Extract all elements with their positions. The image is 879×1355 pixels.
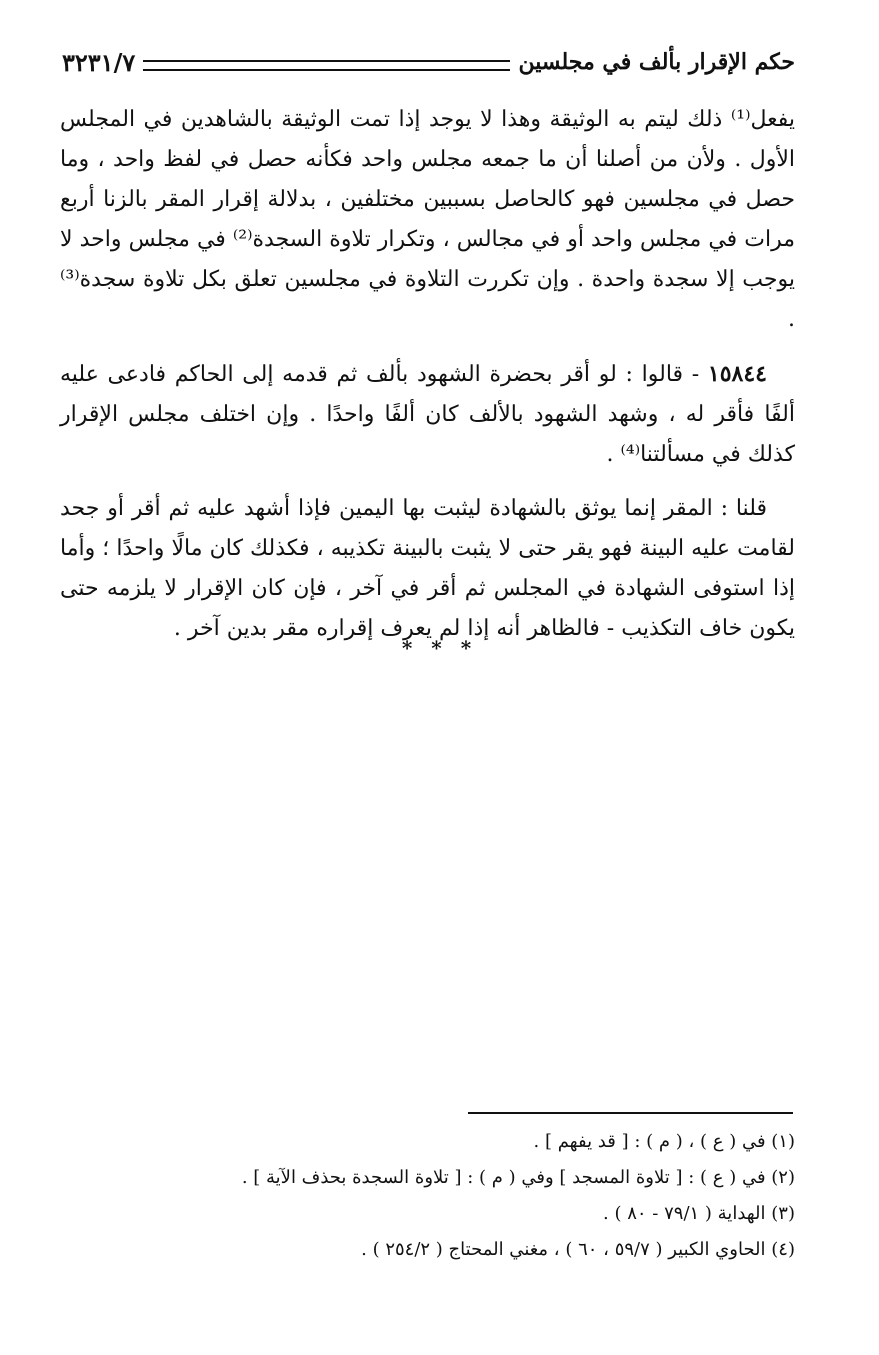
header-title: حكم الإقرار بألف في مجلسين (518, 49, 795, 75)
paragraph-2-text: - قالوا : لو أقر بحضرة الشهود بألف ثم قدمه إلى الحاكم فادعى عليه ألفًا فأقر له ، وشهد الشهود بالألف كان ألفًا واحدًا . وإن اختلف مجلس الإقرار كذلك في مسألتنا⁽⁴⁾ . (60, 362, 795, 467)
paragraph-2 (60, 354, 795, 475)
issue-number: ١٥٨٤٤ (707, 361, 767, 387)
footnote-3: (٣) الهداية ( ٧٩/١ - ٨٠ ) . (603, 1203, 795, 1224)
section-separator: * * * (401, 636, 478, 660)
header-double-rule (143, 60, 510, 71)
running-header (62, 42, 795, 82)
footnote-rule (468, 1112, 793, 1114)
footnotes (84, 1124, 795, 1268)
footnote-4: (٤) الحاوي الكبير ( ٥٩/٧ ، ٦٠ ) ، مغني المحتاج ( ٢٥٤/٢ ) . (361, 1239, 795, 1260)
page-number: ٣٢٣١/٧ (62, 47, 136, 77)
main-text (60, 100, 795, 663)
paragraph-1: يفعل⁽¹⁾ ذلك ليتم به الوثيقة وهذا لا يوجد إذا تمت الوثيقة بالشاهدين في المجلس الأول . ولأن من أصلنا أن ما جمعه مجلس واحد فكأنه حصل في لفظ واحد ، وما حصل في مجلسين فهو كالحاصل بسببين مختلفين ، بدلالة إقرار المقر بالزنا أربع مرات في مجلس واحد أو في مجالس ، وتكرار تلاوة السجدة⁽²⁾ في مجلس واحد لا يوجب إلا سجدة واحدة . وإن تكررت التلاوة في مجلسين تعلق بكل تلاوة سجدة⁽³⁾ . (60, 107, 795, 332)
footnote-1: (١) في ( ع ) ، ( م ) : [ قد يفهم ] . (533, 1131, 795, 1152)
footnote-2: (٢) في ( ع ) : [ تلاوة المسجد ] وفي ( م ) : [ تلاوة السجدة بحذف الآية ] . (241, 1167, 795, 1188)
paragraph-3: قلنا : المقر إنما يوثق بالشهادة ليثبت بها اليمين فإذا أشهد عليه ثم أقر أو جحد لقامت عليه البينة فهو يقر حتى لا يثبت بالبينة تكذيبه ، فكذلك كان مالًا واحدًا ؛ وأما إذا استوفى الشهادة في المجلس ثم أقر في آخر ، فإن كان الإقرار لا يلزمه حتى يكون خاف التكذيب - فالظاهر أنه إذا لم يعرف إقراره مقر بدين آخر . (60, 496, 795, 641)
